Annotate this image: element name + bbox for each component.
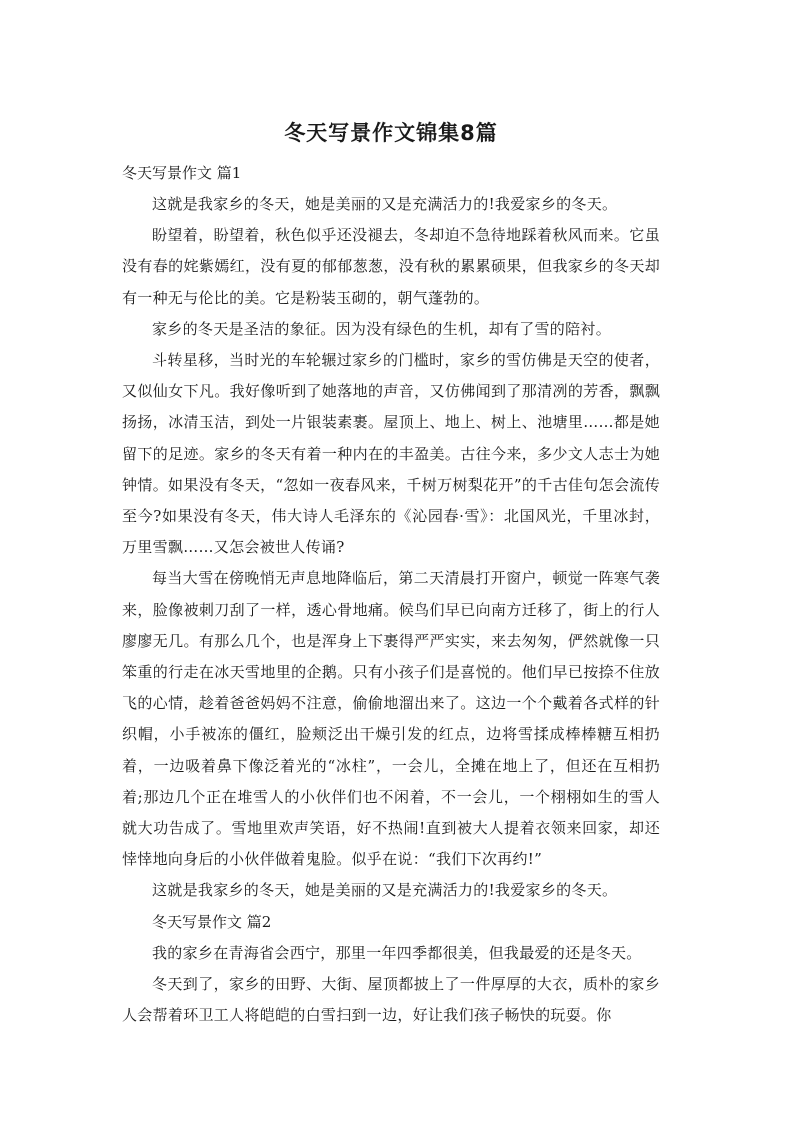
section-heading-2: 冬天写景作文 篇2 bbox=[152, 912, 272, 931]
section-heading-1: 冬天写景作文 篇1 bbox=[122, 164, 242, 182]
paragraph: 这就是我家乡的冬天，她是美丽的又是充满活力的!我爱家乡的冬天。 bbox=[152, 195, 618, 213]
paragraph: 冬天到了，家乡的田野、大街、屋顶都披上了一件厚厚的大衣，质朴的家乡人会帮着环卫工人将皑皑的白雪扫到一边，好让我们孩子畅快的玩耍。你 bbox=[122, 974, 660, 1025]
paragraph: 这就是我家乡的冬天，她是美丽的又是充满活力的!我爱家乡的冬天。 bbox=[152, 881, 618, 900]
paragraph: 家乡的冬天是圣洁的象征。因为没有绿色的生机，却有了雪的陪衬。 bbox=[152, 319, 612, 338]
paragraph: 我的家乡在青海省会西宁，那里一年四季都很美，但我最爱的还是冬天。 bbox=[152, 943, 642, 962]
paragraph: 每当大雪在傍晚悄无声息地降临后，第二天清晨打开窗户，顿觉一阵寒气袭来，脸像被刺刀刮了一样，透心骨地痛。候鸟们早已向南方迁移了，街上的行人廖廖无几。有那么几个，也是浑身上下裹得严严实实，来去匆匆，俨然就像一只笨重的行走在冰天雪地里的企鹅。只有小孩子们是喜悦的。他们早已按捺不住放飞的心情，趁着爸爸妈妈不注意，偷偷地溜出来了。这边一个个戴着各式样的针织帽，小手被冻的僵红，脸颊泛出干燥引发的红点，边将雪揉成棒棒糖互相扔着，一边吸着鼻下像泛着光的“冰柱”，一会儿，全摊在地上了，但还在互相扔着;那边几个正在堆雪人的小伙伴们也不闲着，不一会儿，一个栩栩如生的雪人就大功告成了。雪地里欢声笑语，好不热闹!直到被大人提着衣领来回家，却还悻悻地向身后的小伙伴做着鬼脸。似乎在说：“我们下次再约!” bbox=[122, 569, 660, 869]
paragraph: 斗转星移，当时光的车轮辗过家乡的门槛时，家乡的雪仿佛是天空的使者，又似仙女下凡。我好像听到了她落地的声音，又仿佛闻到了那清冽的芳香，飘飘扬扬，冰清玉洁，到处一片银装素裹。屋顶上、地上、树上、池塘里……都是她留下的足迹。家乡的冬天有着一种内在的丰盈美。古往今来，多少文人志士为她钟情。如果没有冬天，“忽如一夜春风来，千树万树梨花开”的千古佳句怎会流传至今?如果没有冬天，伟大诗人毛泽东的《沁园春·雪》：北国风光，千里冰封，万里雪飘……又怎会被世人传诵? bbox=[122, 351, 660, 557]
document-title: 冬天写景作文锦集8篇 bbox=[284, 121, 498, 145]
paragraph: 盼望着，盼望着，秋色似乎还没褪去，冬却迫不急待地踩着秋风而来。它虽没有春的姹紫嫣红，没有夏的郁郁葱葱，没有秋的累累硕果，但我家乡的冬天却有一种无与伦比的美。它是粉装玉砌的，朝气蓬勃的。 bbox=[122, 226, 660, 307]
